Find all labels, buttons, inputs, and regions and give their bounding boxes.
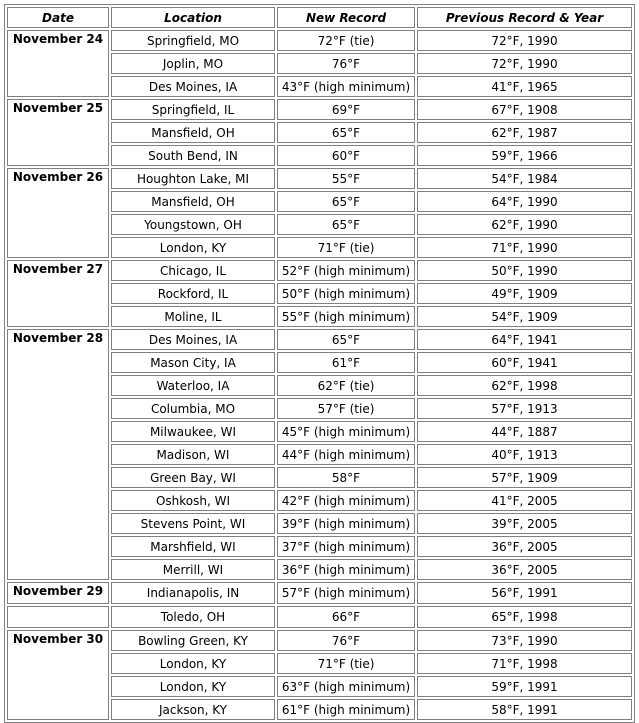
location-cell: Springfield, IL xyxy=(111,99,275,120)
location-cell: London, KY xyxy=(111,237,275,258)
new-record-cell: 39°F (high minimum) xyxy=(277,513,415,534)
location-cell: Houghton Lake, MI xyxy=(111,168,275,189)
location-cell: Milwaukee, WI xyxy=(111,421,275,442)
table-row xyxy=(7,260,632,281)
new-record-cell: 69°F xyxy=(277,99,415,120)
location-cell: Marshfield, WI xyxy=(111,536,275,557)
new-record-cell: 44°F (high minimum) xyxy=(277,444,415,465)
new-record-cell: 55°F xyxy=(277,168,415,189)
table-row xyxy=(7,606,632,628)
new-record-cell: 65°F xyxy=(277,122,415,143)
location-cell: Indianapolis, IN xyxy=(111,582,275,604)
new-record-cell: 45°F (high minimum) xyxy=(277,421,415,442)
location-cell: Rockford, IL xyxy=(111,283,275,304)
previous-record-cell: 72°F, 1990 xyxy=(417,30,632,51)
previous-record-cell: 57°F, 1913 xyxy=(417,398,632,419)
previous-record-cell: 71°F, 1990 xyxy=(417,237,632,258)
new-record-cell: 58°F xyxy=(277,467,415,488)
new-record-cell: 61°F xyxy=(277,352,415,373)
header-date: Date xyxy=(7,7,109,28)
previous-record-cell: 36°F, 2005 xyxy=(417,536,632,557)
date-cell xyxy=(7,606,109,628)
new-record-cell: 65°F xyxy=(277,329,415,350)
new-record-cell: 62°F (tie) xyxy=(277,375,415,396)
date-cell: November 29 xyxy=(7,582,109,604)
location-cell: Des Moines, IA xyxy=(111,76,275,97)
date-cell: November 26 xyxy=(7,168,109,258)
previous-record-cell: 44°F, 1887 xyxy=(417,421,632,442)
previous-record-cell: 62°F, 1990 xyxy=(417,214,632,235)
location-cell: Oshkosh, WI xyxy=(111,490,275,511)
location-cell: London, KY xyxy=(111,676,275,697)
previous-record-cell: 50°F, 1990 xyxy=(417,260,632,281)
date-cell: November 30 xyxy=(7,630,109,720)
table-row xyxy=(7,99,632,120)
table-row xyxy=(7,168,632,189)
location-cell: Stevens Point, WI xyxy=(111,513,275,534)
new-record-cell: 71°F (tie) xyxy=(277,237,415,258)
previous-record-cell: 54°F, 1984 xyxy=(417,168,632,189)
location-cell: Mansfield, OH xyxy=(111,191,275,212)
location-cell: Chicago, IL xyxy=(111,260,275,281)
new-record-cell: 61°F (high minimum) xyxy=(277,699,415,720)
date-cell: November 28 xyxy=(7,329,109,580)
new-record-cell: 76°F xyxy=(277,630,415,651)
new-record-cell: 43°F (high minimum) xyxy=(277,76,415,97)
location-cell: Columbia, MO xyxy=(111,398,275,419)
previous-record-cell: 40°F, 1913 xyxy=(417,444,632,465)
table-row xyxy=(7,582,632,604)
previous-record-cell: 41°F, 2005 xyxy=(417,490,632,511)
previous-record-cell: 73°F, 1990 xyxy=(417,630,632,651)
new-record-cell: 65°F xyxy=(277,191,415,212)
location-cell: Des Moines, IA xyxy=(111,329,275,350)
previous-record-cell: 65°F, 1998 xyxy=(417,606,632,628)
location-cell: Toledo, OH xyxy=(111,606,275,628)
previous-record-cell: 60°F, 1941 xyxy=(417,352,632,373)
date-cell: November 27 xyxy=(7,260,109,327)
location-cell: Waterloo, IA xyxy=(111,375,275,396)
location-cell: Jackson, KY xyxy=(111,699,275,720)
location-cell: Joplin, MO xyxy=(111,53,275,74)
previous-record-cell: 49°F, 1909 xyxy=(417,283,632,304)
previous-record-cell: 64°F, 1941 xyxy=(417,329,632,350)
table-row xyxy=(7,329,632,350)
location-cell: Moline, IL xyxy=(111,306,275,327)
location-cell: Green Bay, WI xyxy=(111,467,275,488)
location-cell: Mansfield, OH xyxy=(111,122,275,143)
location-cell: Merrill, WI xyxy=(111,559,275,580)
new-record-cell: 65°F xyxy=(277,214,415,235)
previous-record-cell: 71°F, 1998 xyxy=(417,653,632,674)
location-cell: Bowling Green, KY xyxy=(111,630,275,651)
previous-record-cell: 67°F, 1908 xyxy=(417,99,632,120)
new-record-cell: 76°F xyxy=(277,53,415,74)
previous-record-cell: 62°F, 1987 xyxy=(417,122,632,143)
date-cell: November 25 xyxy=(7,99,109,166)
header-row xyxy=(7,7,632,28)
location-cell: South Bend, IN xyxy=(111,145,275,166)
new-record-cell: 36°F (high minimum) xyxy=(277,559,415,580)
location-cell: Madison, WI xyxy=(111,444,275,465)
new-record-cell: 55°F (high minimum) xyxy=(277,306,415,327)
previous-record-cell: 36°F, 2005 xyxy=(417,559,632,580)
previous-record-cell: 39°F, 2005 xyxy=(417,513,632,534)
previous-record-cell: 59°F, 1966 xyxy=(417,145,632,166)
header-location: Location xyxy=(111,7,275,28)
location-cell: Mason City, IA xyxy=(111,352,275,373)
records-table xyxy=(4,4,635,723)
previous-record-cell: 54°F, 1909 xyxy=(417,306,632,327)
location-cell: London, KY xyxy=(111,653,275,674)
new-record-cell: 50°F (high minimum) xyxy=(277,283,415,304)
previous-record-cell: 72°F, 1990 xyxy=(417,53,632,74)
new-record-cell: 71°F (tie) xyxy=(277,653,415,674)
table-row xyxy=(7,30,632,51)
new-record-cell: 37°F (high minimum) xyxy=(277,536,415,557)
new-record-cell: 72°F (tie) xyxy=(277,30,415,51)
date-cell: November 24 xyxy=(7,30,109,97)
new-record-cell: 66°F xyxy=(277,606,415,628)
previous-record-cell: 64°F, 1990 xyxy=(417,191,632,212)
previous-record-cell: 56°F, 1991 xyxy=(417,582,632,604)
records-body xyxy=(7,30,632,720)
previous-record-cell: 62°F, 1998 xyxy=(417,375,632,396)
new-record-cell: 63°F (high minimum) xyxy=(277,676,415,697)
new-record-cell: 52°F (high minimum) xyxy=(277,260,415,281)
new-record-cell: 42°F (high minimum) xyxy=(277,490,415,511)
previous-record-cell: 58°F, 1991 xyxy=(417,699,632,720)
location-cell: Youngstown, OH xyxy=(111,214,275,235)
new-record-cell: 57°F (high minimum) xyxy=(277,582,415,604)
location-cell: Springfield, MO xyxy=(111,30,275,51)
previous-record-cell: 59°F, 1991 xyxy=(417,676,632,697)
table-row xyxy=(7,630,632,651)
new-record-cell: 60°F xyxy=(277,145,415,166)
header-new-record: New Record xyxy=(277,7,415,28)
previous-record-cell: 57°F, 1909 xyxy=(417,467,632,488)
header-previous-record: Previous Record & Year xyxy=(417,7,632,28)
previous-record-cell: 41°F, 1965 xyxy=(417,76,632,97)
new-record-cell: 57°F (tie) xyxy=(277,398,415,419)
